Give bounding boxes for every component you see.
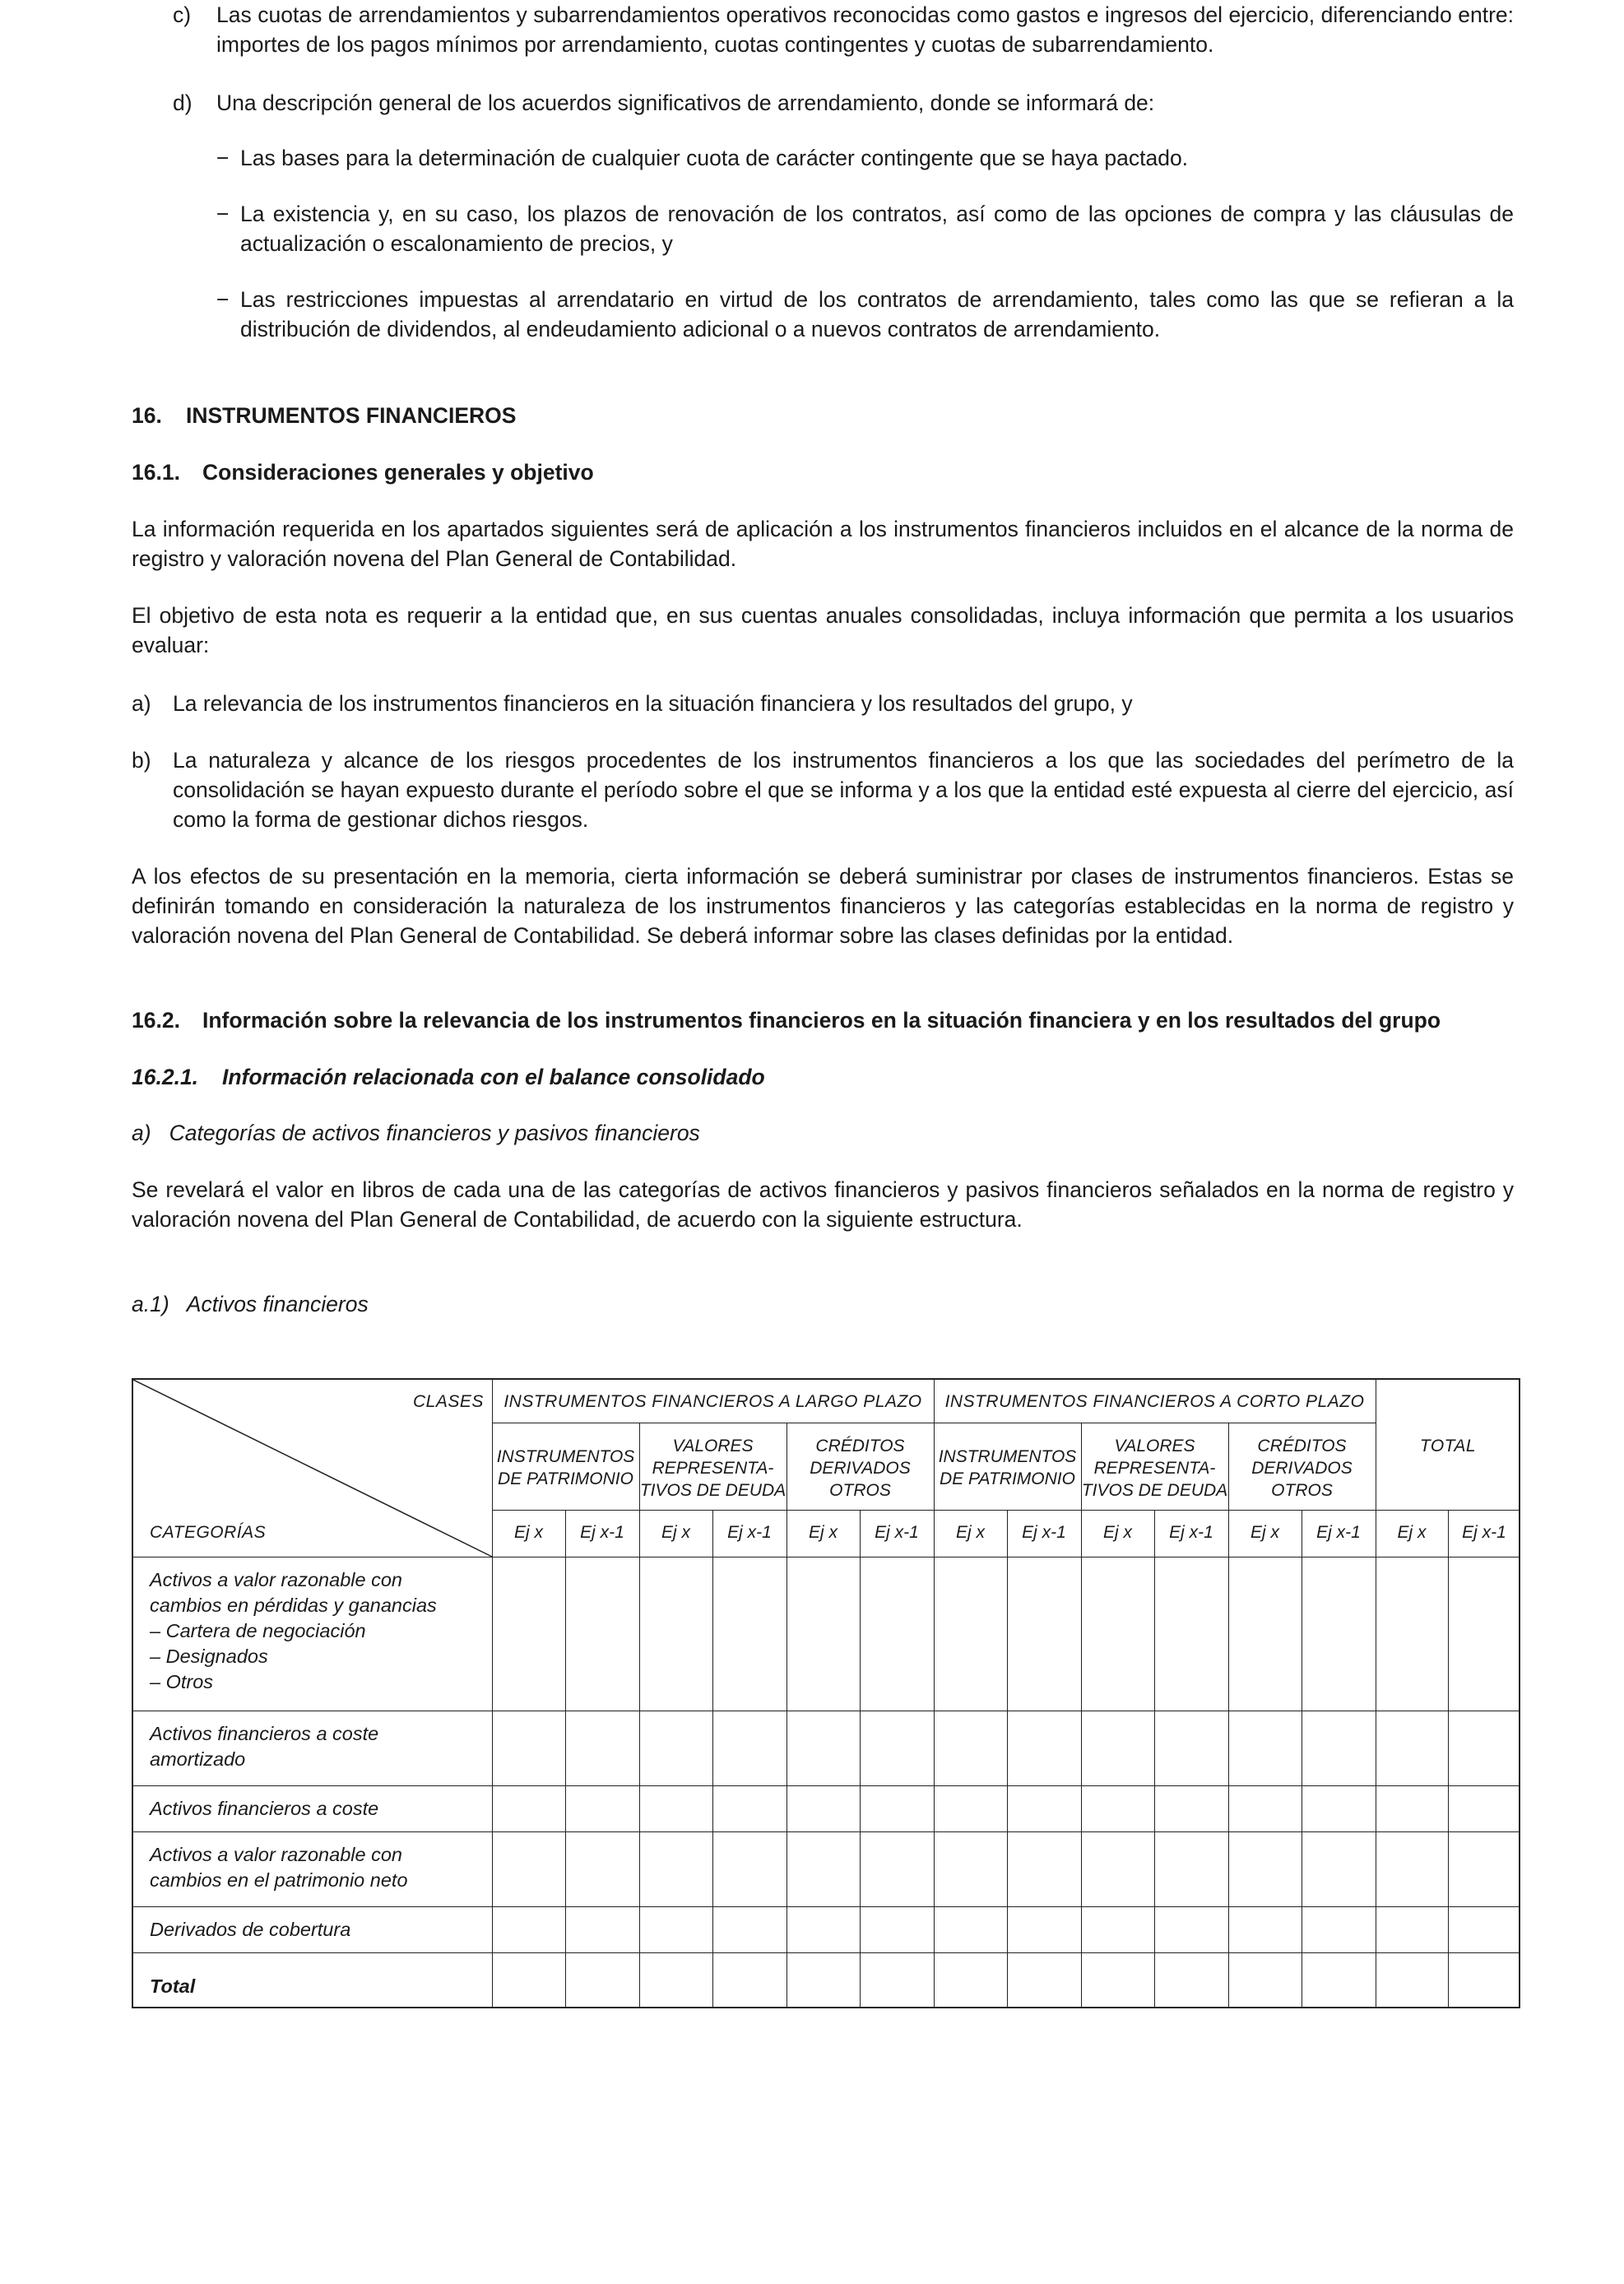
list-item-c: Las cuotas de arrendamientos y subarrendamientos operativos reconocidas como gastos e ingresos del ejercicio, diferenciando entre: importes de los pagos mínimos por arrendamiento, cuotas contingentes y cuotas de subarrendamiento. [216,2,1514,57]
section-heading-16-2-1 [132,1062,765,1092]
year-label: Ej x [1102,1523,1132,1542]
year-label: Ej x [513,1523,543,1542]
col-header-line: VALORES [672,1437,754,1455]
section-number: 16.2. [132,1008,180,1033]
row-label-line: cambios en pérdidas y ganancias [150,1595,437,1616]
col-header-line: TIVOS DE DEUDA [1081,1481,1228,1500]
list-item-d3: Las restricciones impuestas al arrendatario en virtud de los contratos de arrendamiento, tales como las que se refieran a la distribución de dividendos, al endeudamiento adicional o a nuevos contratos de arrendamiento. [240,287,1514,341]
col-instrumentos-patrimonio [492,1446,639,1490]
table-rule [133,1906,1520,1907]
list-marker-a: a) [132,691,151,716]
dash-marker: − [216,202,230,226]
list-marker-b: b) [132,748,151,773]
list-item-d: Una descripción general de los acuerdos significativos de arrendamiento, donde se informará de: [216,91,1155,115]
col-creditos-derivados [786,1435,934,1502]
col-header-line: REPRESENTA- [1093,1459,1216,1478]
list-item-b: La naturaleza y alcance de los riesgos procedentes de los instrumentos financieros a los que las sociedades del perímetro de la consolidación se hayan expuesto durante el período sobre el que se informa y a los que la entidad esté expuesta al cierre del ejercicio, así como la forma de gestionar dichos riesgos. [173,748,1514,832]
row-label-coste [150,1796,479,1822]
year-label: Ej x [1397,1523,1427,1542]
row-label-line: – Designados [150,1646,268,1667]
row-label-line: Total [150,1975,196,1997]
dash-marker: − [216,287,230,312]
section-title: INSTRUMENTOS FINANCIEROS [186,403,517,428]
year-label: Ej x-1 [580,1523,624,1542]
col-header-line: VALORES [1114,1437,1195,1455]
col-header-line: DE PATRIMONIO [940,1469,1075,1488]
section-heading-16-1 [132,457,594,487]
table-rule [133,1952,1520,1953]
row-label-derivados-cobertura [150,1917,479,1943]
group-largo-plazo: INSTRUMENTOS FINANCIEROS A LARGO PLAZO [503,1392,922,1411]
categorias-label: CATEGORÍAS [150,1523,267,1542]
row-label-line: – Cartera de negociación [150,1620,366,1641]
year-label: Ej x [808,1523,838,1542]
year-label: Ej x-1 [1462,1523,1506,1542]
section-heading-16-2 [132,1005,1441,1035]
table-rule [492,1510,1520,1511]
col-header-line: REPRESENTA- [652,1459,774,1478]
col-instrumentos-patrimonio [934,1446,1081,1490]
col-valores-representativos [639,1435,786,1502]
year-label: Ej x [1250,1523,1279,1542]
total-header: TOTAL [1419,1437,1477,1455]
section-heading-16 [132,401,516,430]
col-valores-representativos [1081,1435,1228,1502]
col-header-line: OTROS [829,1481,891,1500]
list-marker-d: d) [173,91,193,115]
year-label: Ej x-1 [1169,1523,1213,1542]
section-title: Consideraciones generales y objetivo [202,460,594,485]
col-header-line: DE PATRIMONIO [498,1469,633,1488]
paragraph: La información requerida en los apartados siguientes será de aplicación a los instrumentos financieros incluidos en el alcance de la norma de registro y valoración novena del Plan General de Contabilidad. [132,517,1514,571]
clases-label: CLASES [413,1392,484,1411]
row-label-line: Activos a valor razonable con [150,1844,402,1865]
row-label-coste-amortizado [150,1721,479,1772]
paragraph: El objetivo de esta nota es requerir a la entidad que, en sus cuentas anuales consolidadas, incluya información que permita a los usuarios evaluar: [132,603,1514,657]
row-label-valor-razonable-pyg [150,1567,479,1695]
col-header-line: INSTRUMENTOS [938,1447,1077,1466]
list-item-d1: Las bases para la determinación de cualquier cuota de carácter contingente que se haya pactado. [240,146,1189,170]
table-rule [1007,1510,1008,2007]
subheading-a1: a.1) Activos financieros [132,1292,369,1316]
row-label-valor-razonable-pn [150,1842,479,1893]
section-title: Información relacionada con el balance consolidado [222,1065,765,1089]
list-item-d2: La existencia y, en su caso, los plazos de renovación de los contratos, así como de las opciones de compra y las cláusulas de actualización o escalonamiento de precios, y [240,202,1514,256]
table-rule [934,1380,935,2007]
table-rule [492,1380,493,2007]
row-label-line: Activos financieros a coste [150,1798,379,1819]
list-item-a: La relevancia de los instrumentos financieros en la situación financiera y los resultados del grupo, y [173,691,1133,716]
section-title: Información sobre la relevancia de los instrumentos financieros en la situación financiera y en los resultados del grupo [202,1008,1441,1033]
table-rule [565,1510,566,2007]
section-number: 16.1. [132,460,180,485]
table-rule [1448,1510,1449,2007]
col-creditos-derivados [1228,1435,1376,1502]
year-label: Ej x-1 [727,1523,772,1542]
row-label-line: Activos financieros a coste [150,1723,379,1744]
financial-assets-table [132,1378,1520,2008]
col-header-line: DERIVADOS [1251,1459,1353,1478]
subheading-a: a) Categorías de activos financieros y pasivos financieros [132,1121,700,1145]
row-label-line: amortizado [150,1748,246,1770]
row-label-line: Activos a valor razonable con [150,1569,402,1590]
section-number: 16. [132,403,162,428]
table-rule [860,1510,861,2007]
year-label: Ej x [955,1523,985,1542]
table-rule [133,1785,1520,1786]
group-corto-plazo: INSTRUMENTOS FINANCIEROS A CORTO PLAZO [944,1392,1365,1411]
col-header-line: OTROS [1271,1481,1333,1500]
year-label: Ej x [661,1523,690,1542]
col-header-line: TIVOS DE DEUDA [639,1481,786,1500]
paragraph: A los efectos de su presentación en la memoria, cierta información se deberá suministrar por clases de instrumentos financieros. Estas se definirán tomando en consideración la naturaleza de los instrumentos financieros y las categorías establecidas en la norma de registro y valoración novena del Plan General de Contabilidad. Se deberá informar sobre las clases definidas por la entidad. [132,864,1514,948]
dash-marker: − [216,146,230,170]
year-label: Ej x-1 [1022,1523,1066,1542]
row-label-line: cambios en el patrimonio neto [150,1869,408,1891]
col-header-line: DERIVADOS [810,1459,911,1478]
section-number: 16.2.1. [132,1065,199,1089]
year-label: Ej x-1 [875,1523,919,1542]
row-label-line: – Otros [150,1671,214,1692]
table-rule [1154,1510,1155,2007]
list-marker-c: c) [173,2,192,27]
col-header-line: CRÉDITOS [815,1437,905,1455]
row-label-total [150,1974,479,1999]
col-header-line: CRÉDITOS [1257,1437,1347,1455]
table-rule [712,1510,713,2007]
year-label: Ej x-1 [1316,1523,1361,1542]
row-label-line: Derivados de cobertura [150,1919,351,1940]
paragraph: Se revelará el valor en libros de cada una de las categorías de activos financieros y pasivos financieros señalados en la norma de registro y valoración novena del Plan General de Contabilidad, de acuerdo con la siguiente estructura. [132,1177,1514,1232]
col-header-line: INSTRUMENTOS [496,1447,635,1466]
table-rule [133,1831,1520,1832]
